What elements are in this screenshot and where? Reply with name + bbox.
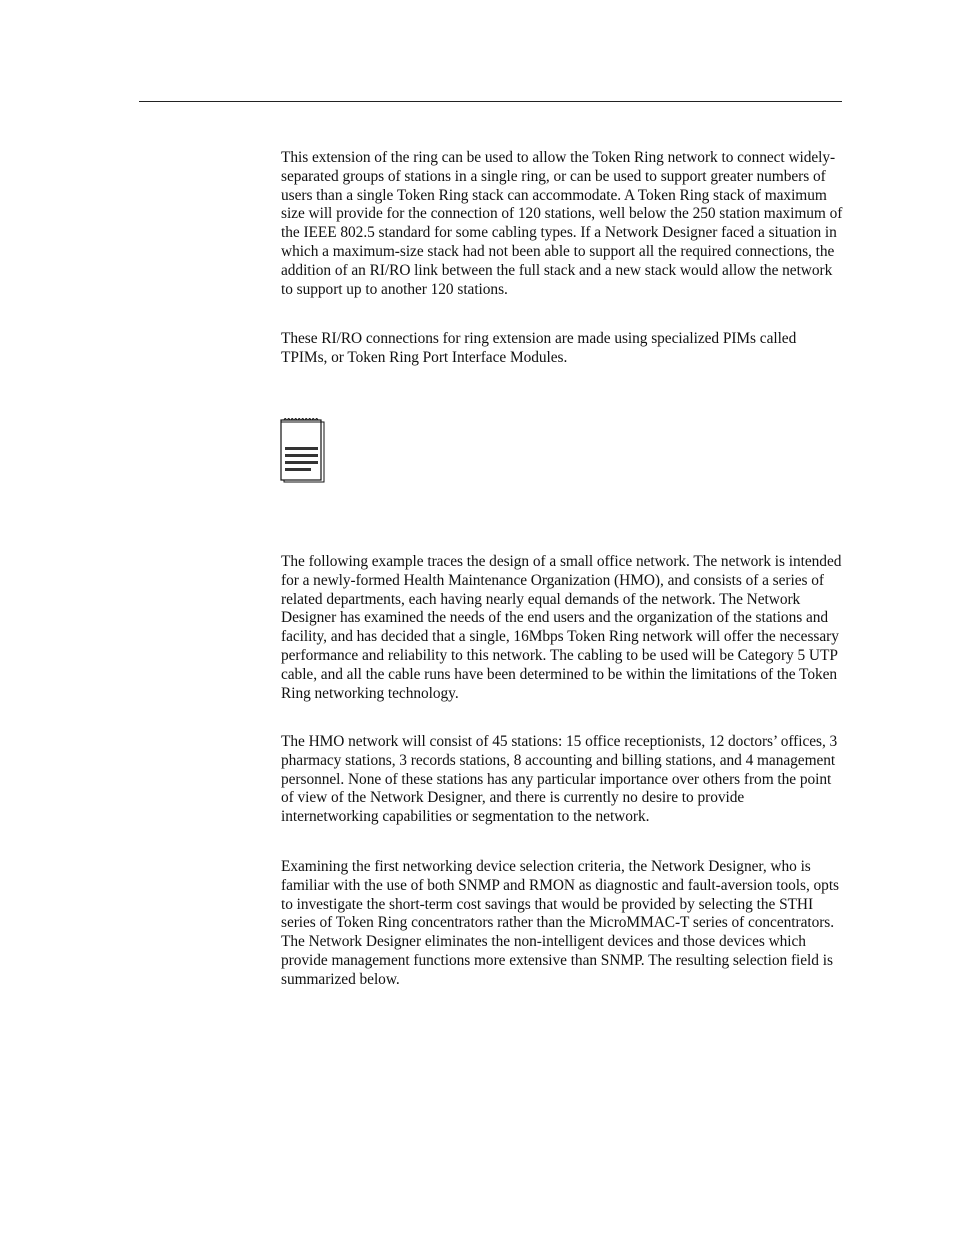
paragraph-example-intro: The following example traces the design of a small office network. The network is intended for a newly-formed Health Maintenance Organization (HMO), and consists of a series of related departments, each having nearly equal demands of the network. The Network Designer has examined the needs of the end users and the organization of the stations and facility, and has decided that a single, 16Mbps Token Ring network will offer the necessary performance and reliability to this network. The cabling to be used will be Category 5 UTP cable, and all the cable runs have been determined to be within the limitations of the Token Ring networking technology.: [281, 553, 842, 702]
notepad-icon: [280, 416, 326, 484]
paragraph-stations: The HMO network will consist of 45 stations: 15 office receptionists, 12 doctors’ offices, 3 pharmacy stations, 3 records stations, 8 accounting and billing stations, and 4 management personnel. None of these stations has any particular importance over others from the point of view of the Network Designer, and there is currently no desire to provide internetworking capabilities or segmentation to the network.: [281, 733, 838, 826]
paragraph-tpims: These RI/RO connections for ring extension are made using specialized PIMs called TPIMs, or Token Ring Port Interface Modules.: [281, 330, 797, 366]
header-rule: [139, 101, 842, 102]
paragraph-ring-extension: This extension of the ring can be used to allow the Token Ring network to connect widely-separated groups of stations in a single ring, or can be used to support greater numbers of users than a single Token Ring stack can accommodate. A Token Ring stack of maximum size will provide for the connection of 120 stations, well below the 250 station maximum of the IEEE 802.5 standard for some cabling types. If a Network Designer faced a situation in which a maximum-size stack had not been able to support all the required connections, the addition of an RI/RO link between the full stack and a new stack would allow the network to support up to another 120 stations.: [281, 149, 843, 298]
paragraph-selection: Examining the first networking device selection criteria, the Network Designer, who is familiar with the use of both SNMP and RMON as diagnostic and fault-aversion tools, opts to investigate the short-term cost savings that would be provided by selecting the STHI series of Token Ring concentrators rather than the MicroMMAC-T series of concentrators. The Network Designer eliminates the non-intelligent devices and those devices which provide management functions more extensive than SNMP. The resulting selection field is summarized below.: [281, 858, 839, 988]
